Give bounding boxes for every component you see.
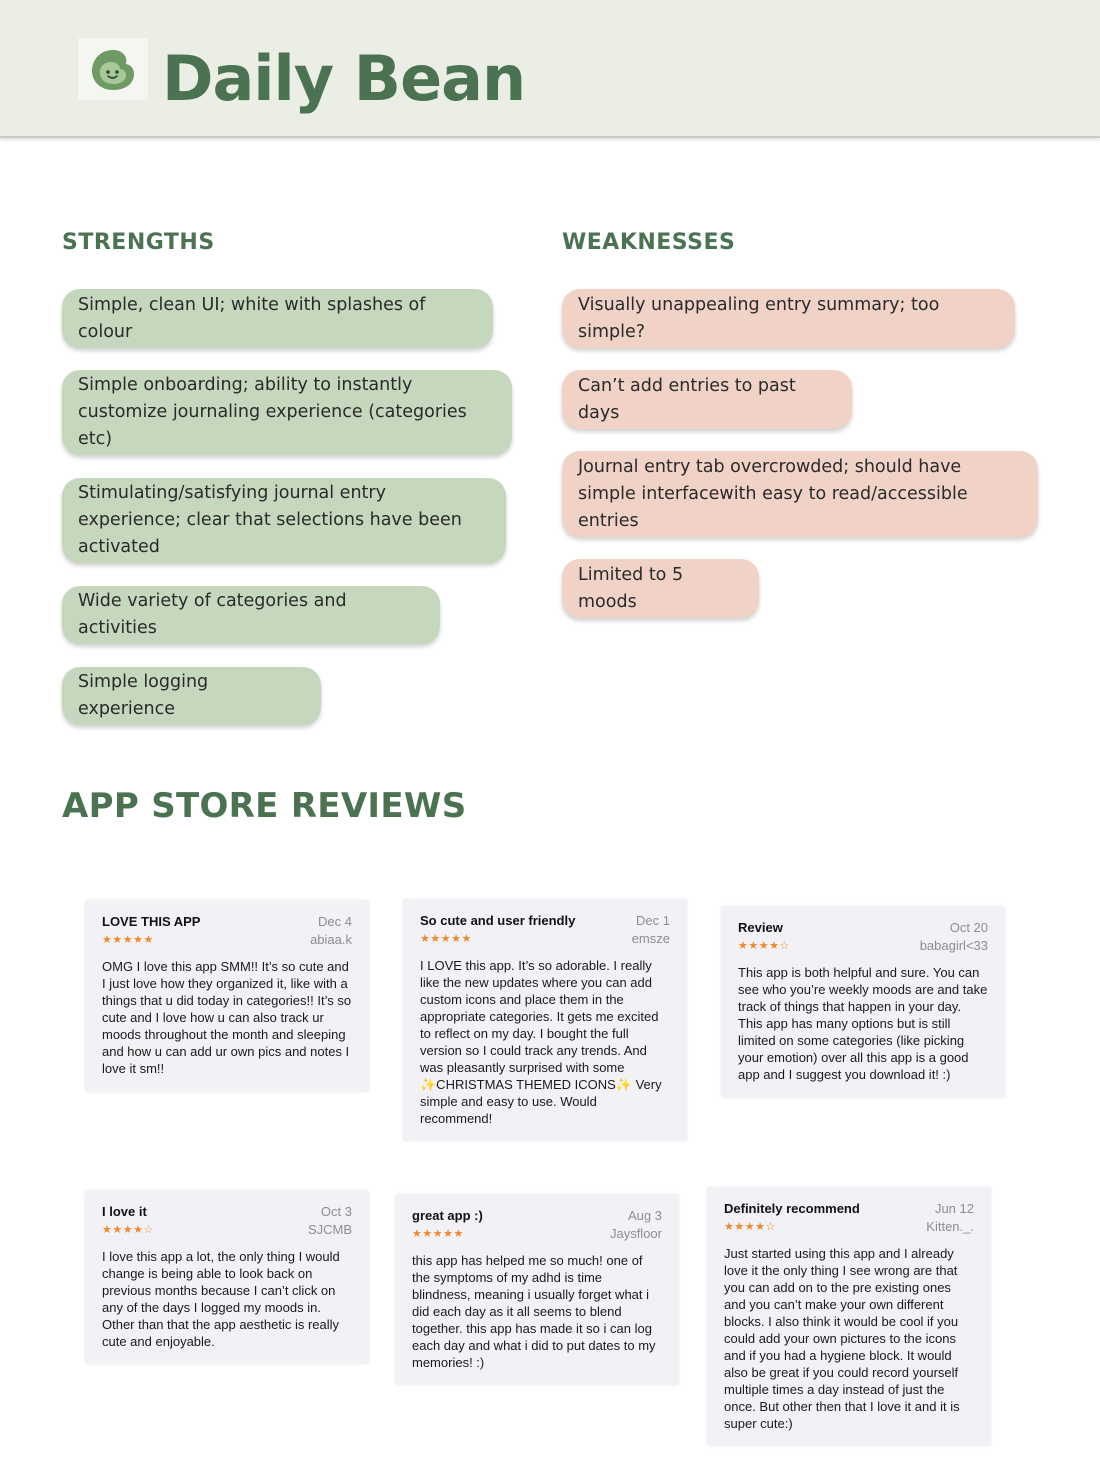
header-bar: [0, 0, 1100, 138]
weaknesses-heading: WEAKNESSES: [562, 230, 736, 255]
strength-item: Stimulating/satisfying journal entry experience; clear that selections have been activated: [62, 478, 506, 563]
review-author: Kitten._.: [926, 1219, 974, 1234]
review-title: I love it: [102, 1204, 147, 1219]
review-author: Jaysfloor: [609, 1226, 662, 1241]
weakness-item: Journal entry tab overcrowded; should have simple interfacewith easy to read/accessible entries: [562, 451, 1038, 537]
smiling-bean-icon: [78, 38, 148, 100]
review-card: [403, 899, 687, 1141]
review-card: [707, 1187, 991, 1446]
star-rating: ★★★★☆: [738, 939, 790, 952]
weakness-item: Visually unappealing entry summary; too simple?: [562, 289, 1015, 348]
weakness-item: Can’t add entries to past days: [562, 370, 852, 429]
review-title: Review: [738, 920, 783, 935]
star-rating: ★★★★☆: [102, 1223, 154, 1236]
review-author: SJCMB: [307, 1222, 352, 1237]
review-title: Definitely recommend: [724, 1201, 860, 1216]
review-date: Oct 20: [949, 920, 988, 935]
star-rating: ★★★★★: [420, 932, 472, 945]
weakness-item: Limited to 5 moods: [562, 559, 759, 618]
review-body: Just started using this app and I already love it the only thing I see wrong are that you can add on to the pre existing ones and you can’t make your own different blocks. I also think it would be cool if you could add your own pictures to the icons and if you had a hygiene block. It would also be great if you could record yourself multiple times a day instead of just the once. But other then that I love it and it is super cute:): [724, 1246, 960, 1431]
app-title: Daily Bean: [162, 42, 526, 115]
strength-item: Simple onboarding; ability to instantly customize journaling experience (categories etc): [62, 370, 512, 455]
strengths-heading: STRENGTHS: [62, 230, 215, 255]
review-card: [85, 900, 369, 1092]
review-body: OMG I love this app SMM!! It’s so cute and I just love how they organized it, like with a things that u did today in categories!! It’s so cute and I love how u can also track ur moods throughout the month and sleeping and how u can add ur own pics and notes I love it sm!!: [102, 959, 352, 1076]
review-date: Dec 4: [318, 914, 352, 929]
review-title: LOVE THIS APP: [102, 914, 201, 929]
review-card: [721, 906, 1005, 1098]
review-card: [395, 1194, 679, 1385]
review-body: this app has helped me so much! one of the symptoms of my adhd is time blindness, meaning i usually forget what i did each day as it all seems to blend together. this app has made it so i can log each day and what i did to put dates to my memories! :): [412, 1253, 656, 1370]
star-rating: ★★★★★: [102, 933, 154, 946]
strength-item: Simple logging experience: [62, 667, 321, 725]
review-date: Dec 1: [636, 913, 670, 928]
strength-item: Simple, clean UI; white with splashes of colour: [62, 289, 493, 348]
star-rating: ★★★★☆: [724, 1220, 776, 1233]
review-author: abiaa.k: [310, 932, 352, 947]
review-date: Jun 12: [934, 1201, 974, 1216]
review-body: I LOVE this app. It’s so adorable. I really like the new updates where you can add custom icons and place them in the appropriate categories. It gets me excited to reflect on my day. I bought the full version so I could track any trends. And was pleasantly surprised with some ✨CHRISTMAS THEMED ICONS✨ Very simple and easy to use. Would recommend!: [420, 958, 662, 1126]
review-title: So cute and user friendly: [420, 913, 576, 928]
review-author: emsze: [631, 931, 670, 946]
review-card: [85, 1190, 369, 1364]
review-author: babagirl<33: [919, 938, 988, 953]
reviews-heading: APP STORE REVIEWS: [62, 786, 467, 826]
strength-item: Wide variety of categories and activities: [62, 586, 440, 644]
star-rating: ★★★★★: [412, 1227, 464, 1240]
review-title: great app :): [412, 1208, 483, 1223]
review-body: I love this app a lot, the only thing I would change is being able to look back on previous months because I can’t click on any of the days I logged my moods in. Other than that the app aesthetic is really cute and enjoyable.: [102, 1249, 340, 1349]
review-date: Oct 3: [320, 1204, 352, 1219]
review-date: Aug 3: [628, 1208, 662, 1223]
review-body: This app is both helpful and sure. You can see who you’re weekly moods are and take track of things that happen in your day. This app has many options but is still limited on some categories (like picking your emotion) over all this app is a good app and I suggest you download it! :): [738, 965, 988, 1082]
